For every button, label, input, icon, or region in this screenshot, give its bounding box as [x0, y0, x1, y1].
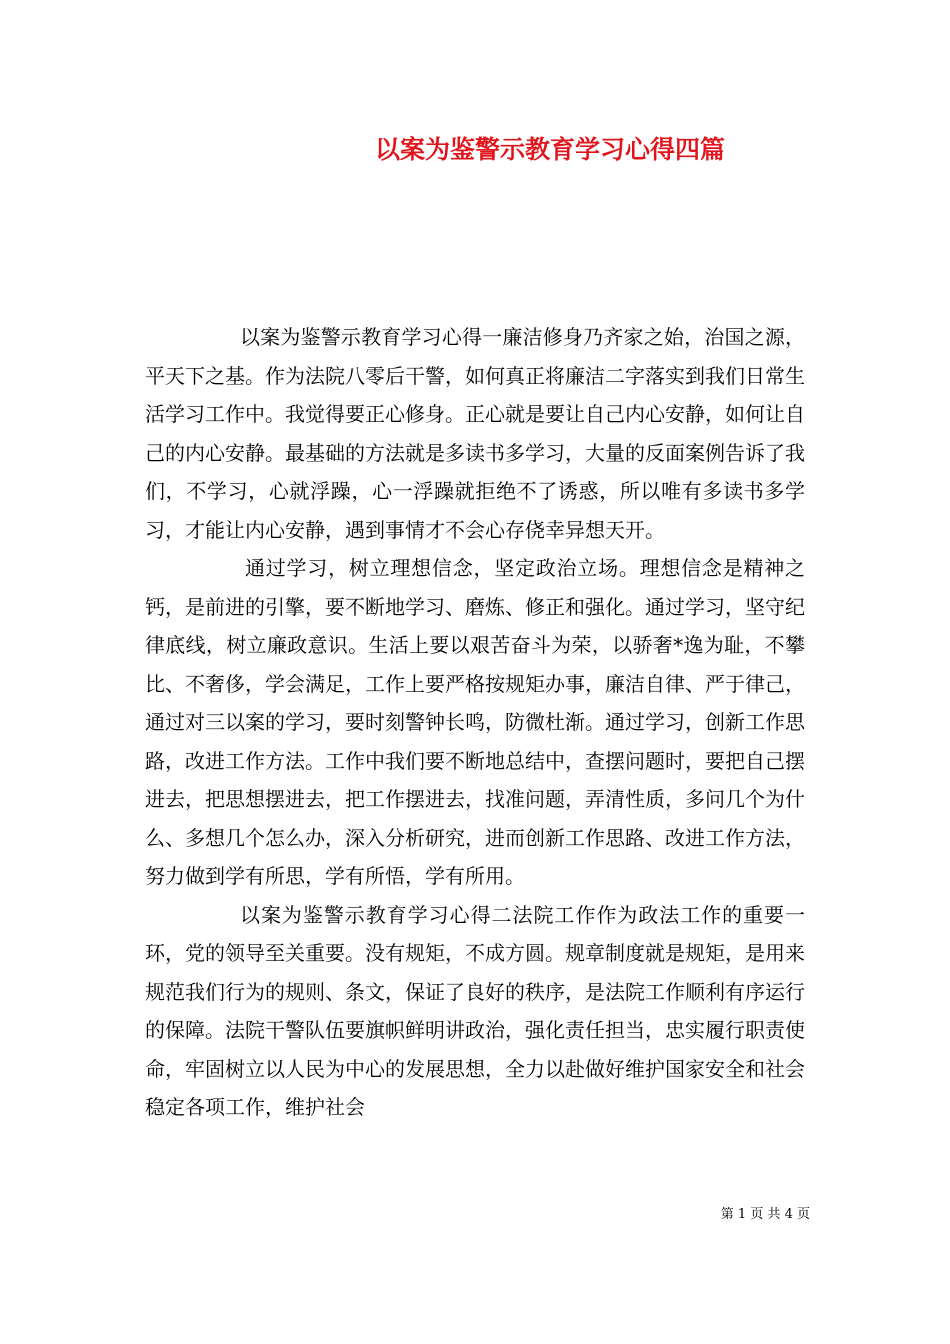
paragraph-3: 以案为鉴警示教育学习心得二法院工作作为政法工作的重要一环，党的领导至关重要。没有规矩，不成方圆。规章制度就是规矩，是用来规范我们行为的规则、条文，保证了良好的秩序，是法院工作顺利有序运行的保障。法院干警队伍要旗帜鲜明讲政治，强化责任担当，忠实履行职责使命，牢固树立以人民为中心的发展思想，全力以赴做好维护国家安全和社会稳定各项工作，维护社会: [145, 902, 805, 1119]
page-title: 以案为鉴警示教育学习心得四篇: [374, 135, 725, 164]
paragraph-1: 以案为鉴警示教育学习心得一廉洁修身乃齐家之始，治国之源，平天下之基。作为法院八零后干警，如何真正将廉洁二字落实到我们日常生活学习工作中。我觉得要正心修身。正心就是要让自己内心安静，如何让自己的内心安静。最基础的方法就是多读书多学习，大量的反面案例告诉了我们，不学习，心就浮躁，心一浮躁就拒绝不了诱惑，所以唯有多读书多学习，才能让内心安静，遇到事情才不会心存侥幸异想天开。: [145, 325, 805, 542]
page-number: 第 1 页 共 4 页: [720, 1207, 810, 1222]
paragraph-2: 通过学习，树立理想信念，坚定政治立场。理想信念是精神之钙，是前进的引擎，要不断地学习、磨炼、修正和强化。通过学习，坚守纪律底线，树立廉政意识。生活上要以艰苦奋斗为荣，以骄奢*逸为耻，不攀比、不奢侈，学会满足，工作上要严格按规矩办事，廉洁自律、严于律己，通过对三以案的学习，要时刻警钟长鸣，防微杜渐。通过学习，创新工作思路，改进工作方法。工作中我们要不断地总结中，查摆问题时，要把自己摆进去，把思想摆进去，把工作摆进去，找准问题，弄清性质，多问几个为什么、多想几个怎么办，深入分析研究，进而创新工作思路、改进工作方法，努力做到学有所思，学有所悟，学有所用。: [145, 556, 805, 888]
document-body: [145, 318, 805, 1127]
